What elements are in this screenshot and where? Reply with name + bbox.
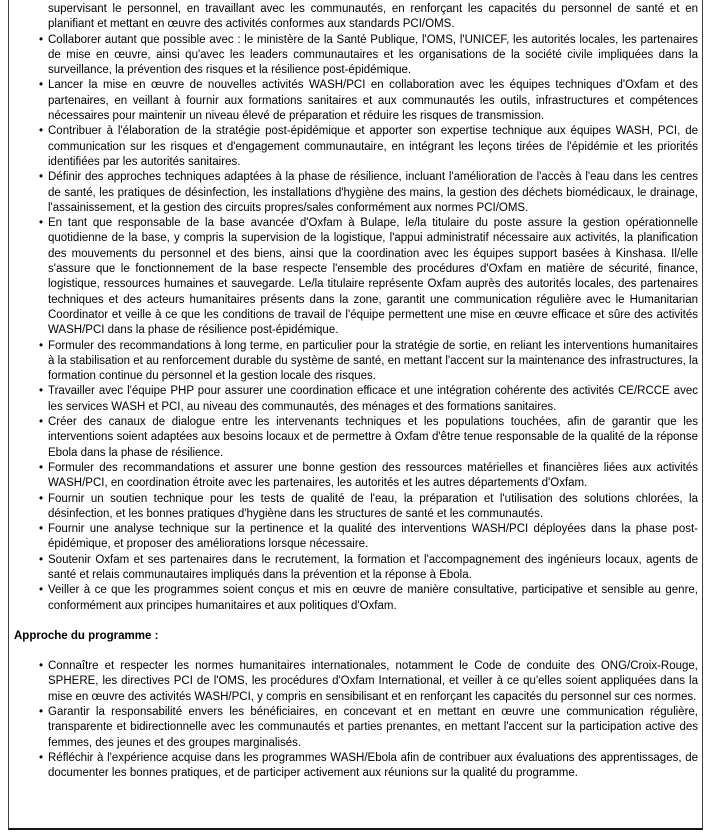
bullet-marker: • xyxy=(39,385,44,398)
bullet-marker: • xyxy=(39,492,44,505)
bullet-item xyxy=(14,553,698,584)
responsibilities-list xyxy=(14,33,698,614)
bullet-marker: • xyxy=(39,706,44,719)
bullet-item xyxy=(14,339,698,385)
bullet-text: Fournir un soutien technique pour les tests de qualité de l'eau, la préparation et l'utilisation des solutions chlorées, la désinfection, et les bonnes pratiques d'hygiène dans les structures de santé et les communautés. xyxy=(48,492,698,520)
bullet-marker: • xyxy=(39,660,44,673)
bullet-text: Réfléchir à l'expérience acquise dans les programmes WASH/Ebola afin de contribuer aux évaluations des apprentissages, de documenter les bonnes pratiques, et de participer activement aux réunions sur la qualité du programme. xyxy=(48,751,698,780)
bullet-marker: • xyxy=(39,523,44,536)
bullet-marker: • xyxy=(39,217,44,230)
bullet-marker: • xyxy=(39,461,44,474)
bullet-text: Formuler des recommandations et assurer une bonne gestion des ressources matérielles et financières liées aux activités WASH/PCI, en coordination étroite avec les partenaires, les autorités et les autres départements d'Oxfam. xyxy=(48,461,698,490)
bullet-item xyxy=(14,522,698,553)
bullet-text: Formuler des recommandations à long terme, en particulier pour la stratégie de sortie, en reliant les interventions humanitaires à la stabilisation et au renforcement durable du système de santé, en mettant l'accent sur la maintenance des infrastructures, la formation continue du personnel et la gestion locale des risques. xyxy=(48,339,698,383)
bullet-text: Connaître et respecter les normes humanitaires internationales, notamment le Code de conduite des ONG/Croix-Rouge, SPHERE, les directives PCI de l'OMS, les procédures d'Oxfam International, et veiller à ce qu'elles soient appliquées dans la mise en œuvre des activités WASH/PCI, y compris en sensibilisant et en renforçant les capacités du personnel sur ces normes. xyxy=(48,660,698,703)
bullet-text: En tant que responsable de la base avancée d'Oxfam à Bulape, le/la titulaire du poste assure la gestion opérationnelle quotidienne de la base, y compris la supervision de la logistique, l'appui administratif nécessaire aux activités, la planification des mouvements du personnel et des biens, ainsi que la coordination avec les équipes support basées à Kinshasa. Il/elle s'assure que le fonctionnement de la base respecte l'ensemble des procédures d'Oxfam en matière de sécurité, finance, logistique, ressources humaines et sauvegarde. Le/la titulaire représente Oxfam auprès des autorités locales, des partenaires techniques et des acteurs humanitaires présents dans la zone, garantit une communication régulière avec le Humanitarian Coordinator et veille à ce que les conditions de travail de l'équipe permettent une mise en œuvre efficace et sûre des activités WASH/PCI dans la phase de résilience post-épidémique. xyxy=(48,217,698,337)
bullet-item xyxy=(14,124,698,170)
bullet-text: Soutenir Oxfam et ses partenaires dans le recrutement, la formation et l'accompagnement des ingénieurs locaux, agents de santé et relais communautaires impliqués dans la prévention et la réponse à Ebola. xyxy=(48,553,698,581)
bullet-text: Définir des approches techniques adaptées à la phase de résilience, incluant l'amélioration de l'accès à l'eau dans les centres de santé, les pratiques de désinfection, les installations d'hygiène des mains, la gestion des déchets biomédicaux, le drainage, l'assainissement, et la gestion des circuits propres/sales conformément aux normes PCI/OMS. xyxy=(48,171,698,214)
bullet-text: Contribuer à l'élaboration de la stratégie post-épidémique et apporter son expertise technique aux équipes WASH, PCI, de communication sur les risques et d'engagement communautaire, en intégrant les leçons tirées de l'épidémie et les priorités identifiées par les autorités sanitaires. xyxy=(48,125,698,168)
bullet-marker: • xyxy=(39,339,44,352)
bullet-item xyxy=(14,33,698,79)
bullet-item xyxy=(14,583,698,614)
section-heading-program-approach: Approche du programme : xyxy=(14,629,159,642)
bullet-item xyxy=(14,659,698,705)
bullet-item xyxy=(14,384,698,415)
bullet-text: Garantir la responsabilité envers les bénéficiaires, en concevant et en mettant en œuvre une communication régulière, transparente et bidirectionnelle avec les communautés et parties prenantes, en mettant l'accent sur la participation active des femmes, des jeunes et des groupes marginalisés. xyxy=(48,706,698,749)
bullet-item xyxy=(14,705,698,751)
bullet-marker: • xyxy=(39,416,44,429)
document-content xyxy=(14,2,698,782)
bullet-marker: • xyxy=(39,584,44,597)
bullet-marker: • xyxy=(39,79,44,92)
bullet-text: Créer des canaux de dialogue entre les intervenants techniques et les populations touchées, afin de garantir que les interventions soient adaptées aux besoins locaux et de permettre à Oxfam d'être tenue responsable de la qualité de la réponse Ebola dans la phase de résilience. xyxy=(48,416,698,459)
bullet-marker: • xyxy=(39,125,44,138)
bullet-marker: • xyxy=(39,171,44,184)
bullet-text: Veiller à ce que les programmes soient conçus et mis en œuvre de manière consultative, participative et sensible au genre, conformément aux principes humanitaires et aux politiques d'Oxfam. xyxy=(48,584,698,612)
bullet-item xyxy=(14,78,698,124)
continuation-paragraph: supervisant le personnel, en travaillant avec les communautés, en renforçant les capacités du personnel de santé et en planifiant et mettant en œuvre des activités conformes aux standards PCI/OMS. xyxy=(48,3,698,31)
bullet-marker: • xyxy=(39,33,44,46)
bullet-item xyxy=(14,492,698,523)
program-approach-list xyxy=(14,659,698,781)
bullet-item xyxy=(14,415,698,461)
bullet-text: Collaborer autant que possible avec : le ministère de la Santé Publique, l'OMS, l'UNICEF, les autorités locales, les partenaires de mise en œuvre, ainsi qu'avec les leaders communautaires et les organisations de la société civile impliquées dans la surveillance, la prévention des risques et la résilience post-épidémique. xyxy=(48,33,698,77)
bullet-text: Fournir une analyse technique sur la pertinence et la qualité des interventions WASH/PCI déployées dans la phase post-épidémique, et proposer des améliorations lorsque nécessaire. xyxy=(48,523,698,551)
bullet-marker: • xyxy=(39,751,44,764)
bullet-text: Travailler avec l'équipe PHP pour assurer une coordination efficace et une intégration cohérente des activités CE/RCCE avec les services WASH et PCI, au niveau des communautés, des ménages et des formations sanitaires. xyxy=(48,385,698,413)
bullet-item xyxy=(14,461,698,492)
bullet-marker: • xyxy=(39,553,44,566)
bullet-text: Lancer la mise en œuvre de nouvelles activités WASH/PCI en collaboration avec les équipes techniques d'Oxfam et des partenaires, en veillant à fournir aux formations sanitaires et aux communautés les outils, infrastructures et compétences nécessaires pour maintenir un niveau élevé de préparation et réduire les risques de transmission. xyxy=(48,79,698,123)
bullet-item xyxy=(14,751,698,782)
bullet-item xyxy=(14,170,698,216)
bullet-item xyxy=(14,216,698,338)
